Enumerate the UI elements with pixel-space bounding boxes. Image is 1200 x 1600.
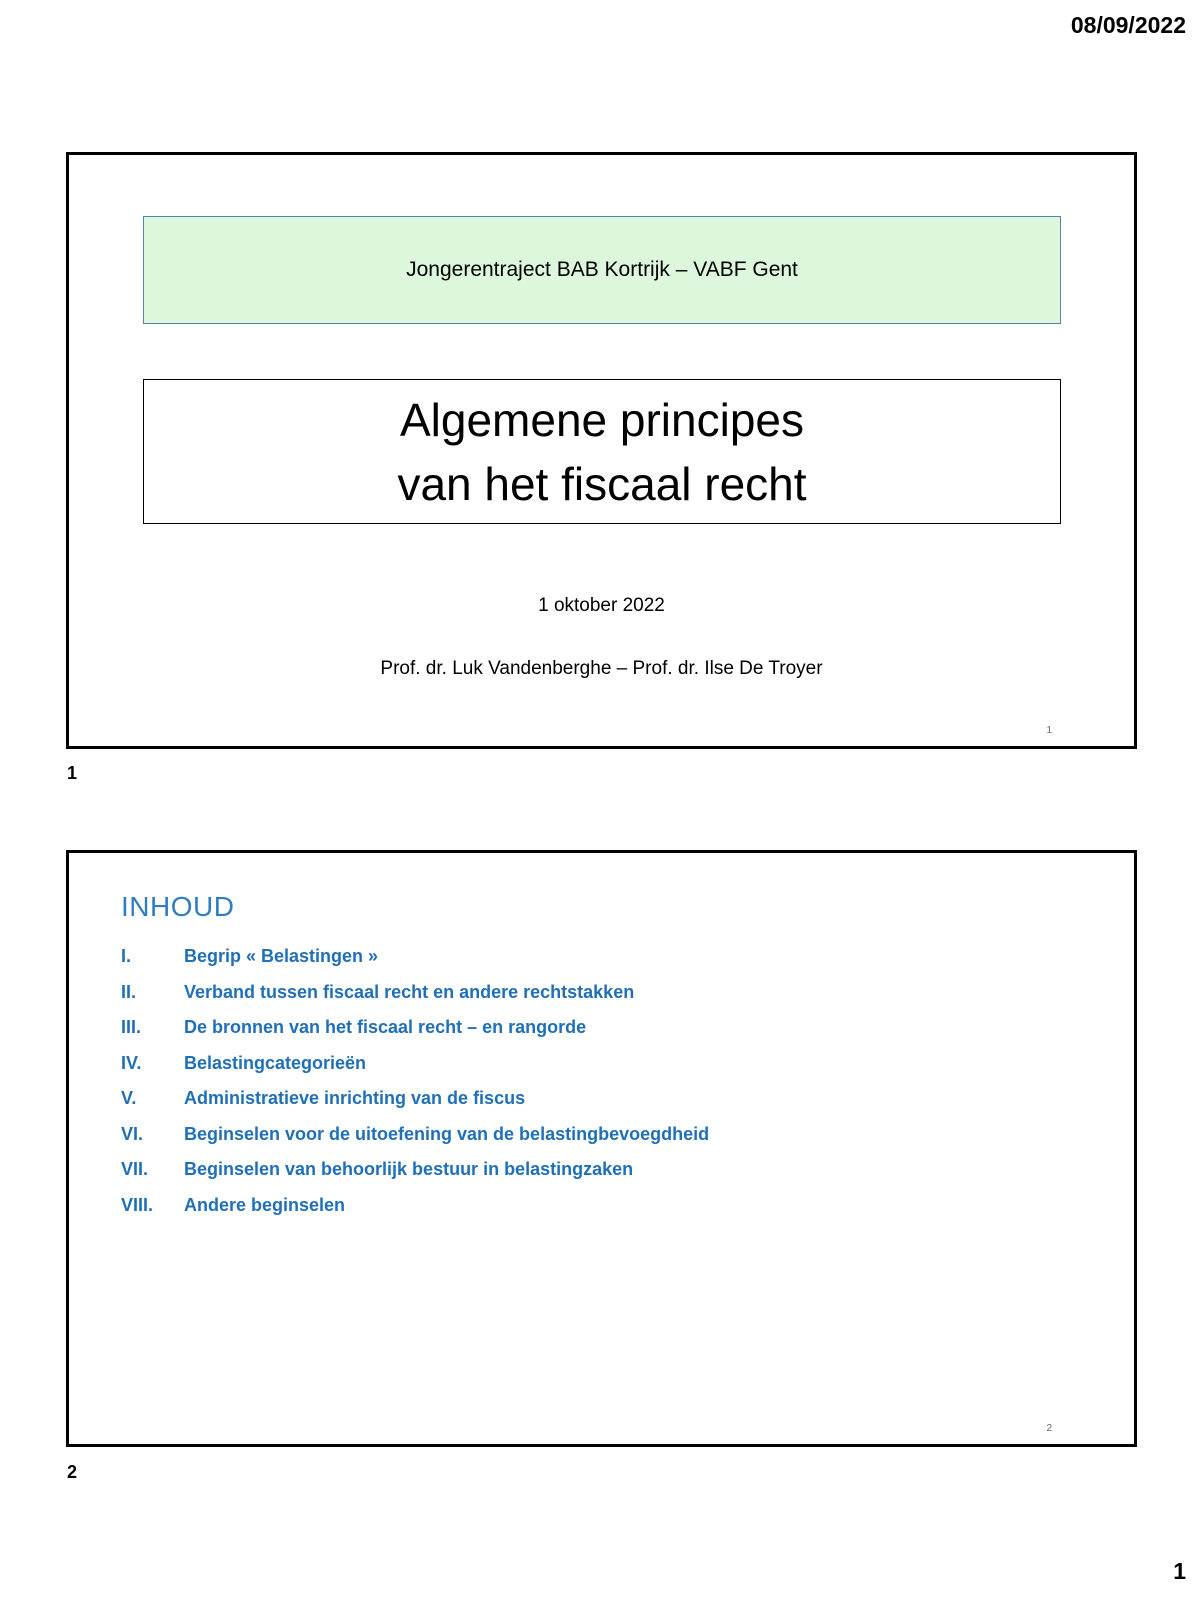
toc-item	[121, 939, 709, 975]
toc-item	[121, 1010, 709, 1046]
page-date: 08/09/2022	[1070, 12, 1186, 38]
toc-item-number: III.	[121, 1017, 142, 1038]
toc-item-number: IV.	[121, 1052, 142, 1073]
slide-1	[66, 152, 1137, 749]
slide-2-label: 2	[67, 1462, 78, 1482]
toc-item	[121, 975, 709, 1011]
toc-item-number: VIII.	[121, 1194, 154, 1215]
toc-item	[121, 1081, 709, 1117]
toc-heading: INHOUD	[121, 891, 235, 922]
toc-item-number: VI.	[121, 1123, 144, 1144]
toc-item	[121, 1152, 709, 1188]
toc-item	[121, 1117, 709, 1153]
slide-1-authors: Prof. dr. Luk Vandenberghe – Prof. dr. Ilse De Troyer	[380, 658, 823, 679]
slide-1-header-box	[143, 216, 1061, 324]
toc-item-number: VII.	[121, 1159, 149, 1180]
toc-item-text: Verband tussen fiscaal recht en andere rechtstakken	[184, 981, 635, 1002]
toc-item-text: Beginselen voor de uitoefening van de belastingbevoegdheid	[184, 1123, 710, 1144]
toc-item-text: Andere beginselen	[184, 1194, 346, 1215]
toc-item-text: Belastingcategorieën	[184, 1052, 367, 1073]
slide-2	[66, 850, 1137, 1447]
page-number: 1	[1173, 1558, 1186, 1584]
toc-item-number: II.	[121, 981, 137, 1002]
toc-item-text: Administratieve inrichting van de fiscus	[184, 1088, 526, 1109]
slide-1-date: 1 oktober 2022	[538, 595, 665, 616]
toc-item	[121, 1046, 709, 1082]
toc-item	[121, 1188, 709, 1224]
slide-1-title-line-2: van het fiscaal recht	[397, 457, 807, 510]
slide-2-number: 2	[1046, 1423, 1052, 1434]
toc-item-text: Beginselen van behoorlijk bestuur in belastingzaken	[184, 1159, 634, 1180]
toc-item-number: V.	[121, 1088, 137, 1109]
slide-1-header-text: Jongerentraject BAB Kortrijk – VABF Gent	[406, 258, 798, 281]
toc-item-text: De bronnen van het fiscaal recht – en rangorde	[184, 1017, 587, 1038]
slide-1-title-box	[143, 379, 1061, 524]
slide-1-title-line-1: Algemene principes	[399, 393, 804, 446]
toc-list	[121, 939, 709, 1223]
slide-1-number: 1	[1046, 725, 1052, 736]
toc-item-text: Begrip « Belastingen »	[184, 946, 379, 967]
slide-1-label: 1	[67, 763, 78, 783]
toc-item-number: I.	[121, 946, 132, 967]
